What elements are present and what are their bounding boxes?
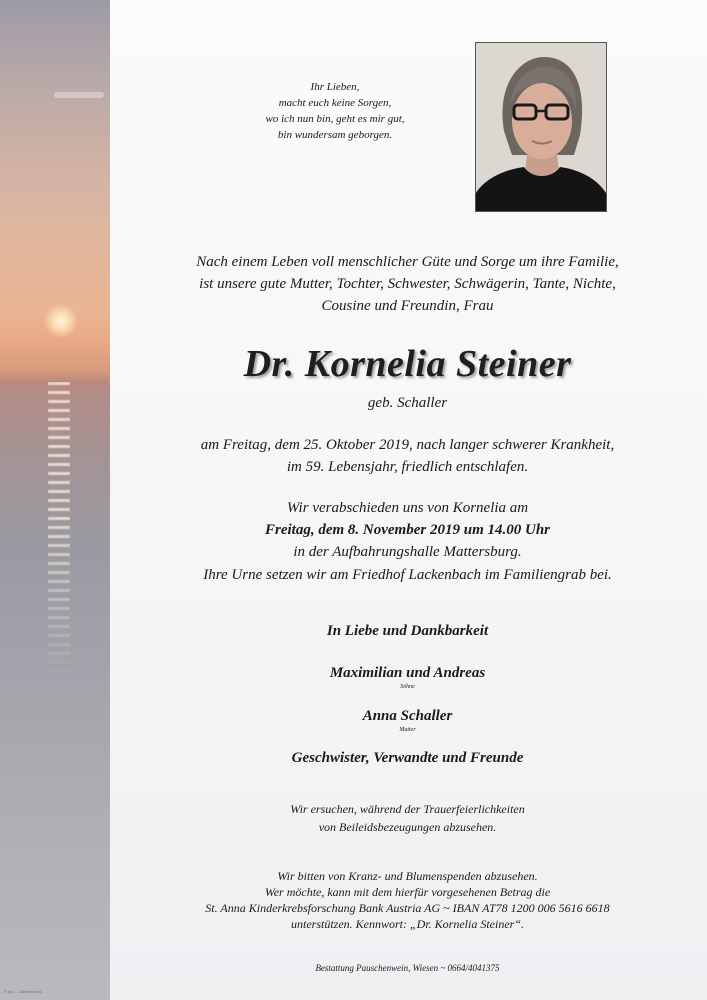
portrait-photo [475, 42, 607, 212]
poem-line: bin wundersam geborgen. [277, 129, 393, 141]
sunset-image [0, 0, 110, 1000]
donation-line: unterstützen. Kennwort: „Dr. Kornelia Steiner“. [290, 917, 524, 931]
funeral-home-footer: Bestattung Pauschenwein, Wiesen ~ 0664/4041375 [315, 963, 500, 973]
poem [230, 79, 440, 143]
condolence-note [120, 800, 695, 836]
mourner-relation: Mutter [399, 727, 416, 733]
sun [44, 304, 78, 338]
mourner-name: Maximilian und Andreas [329, 665, 486, 681]
condolence-line: von Beileidsbezeugungen abzusehen. [318, 820, 497, 834]
deceased-name: Dr. Kornelia Steiner [243, 343, 572, 385]
closing-phrase: In Liebe und Dankbarkeit [326, 623, 489, 639]
donation-line: Wir bitten von Kranz- und Blumenspenden abzusehen. [277, 869, 538, 883]
image-credit: © by L... Abraham 06 [4, 989, 42, 994]
poem-line: macht euch keine Sorgen, [278, 97, 392, 109]
sun-reflection [48, 382, 70, 682]
mourner-name: Anna Schaller [362, 708, 453, 724]
farewell-date: Freitag, dem 8. November 2019 um 14.00 Uhr [265, 522, 550, 538]
intro-line: Cousine und Freundin, Frau [321, 298, 494, 314]
farewell-place: in der Aufbahrungshalle Mattersburg. [293, 544, 522, 560]
farewell-info [120, 497, 695, 563]
intro-text [120, 251, 695, 317]
intro-line: Nach einem Leben voll menschlicher Güte und Sorge um ihre Familie, [196, 254, 619, 270]
mourner-relation: Söhne [400, 684, 415, 690]
mourner-name: Geschwister, Verwandte und Freunde [291, 750, 524, 766]
urn-burial: Ihre Urne setzen wir am Friedhof Lackenbach im Familiengrab bei. [203, 567, 612, 583]
birth-name: geb. Schaller [367, 395, 448, 411]
condolence-line: Wir ersuchen, während der Trauerfeierlichkeiten [290, 802, 525, 816]
death-line: im 59. Lebensjahr, friedlich entschlafen. [286, 459, 529, 475]
donation-line: St. Anna Kinderkrebsforschung Bank Austria AG ~ IBAN AT78 1200 006 5616 6618 [205, 901, 610, 915]
donation-note [120, 868, 695, 932]
portrait-illustration [476, 43, 606, 211]
poem-line: Ihr Lieben, [310, 81, 360, 93]
donation-line: Wer möchte, kann mit dem hierfür vorgesehenen Betrag die [264, 885, 551, 899]
intro-line: ist unsere gute Mutter, Tochter, Schwester, Schwägerin, Tante, Nichte, [199, 276, 616, 292]
cloud [54, 92, 104, 98]
poem-line: wo ich nun bin, geht es mir gut, [265, 113, 405, 125]
death-notice [120, 434, 695, 478]
death-line: am Freitag, dem 25. Oktober 2019, nach langer schwerer Krankheit, [200, 437, 615, 453]
farewell-line: Wir verabschieden uns von Kornelia am [286, 500, 529, 516]
